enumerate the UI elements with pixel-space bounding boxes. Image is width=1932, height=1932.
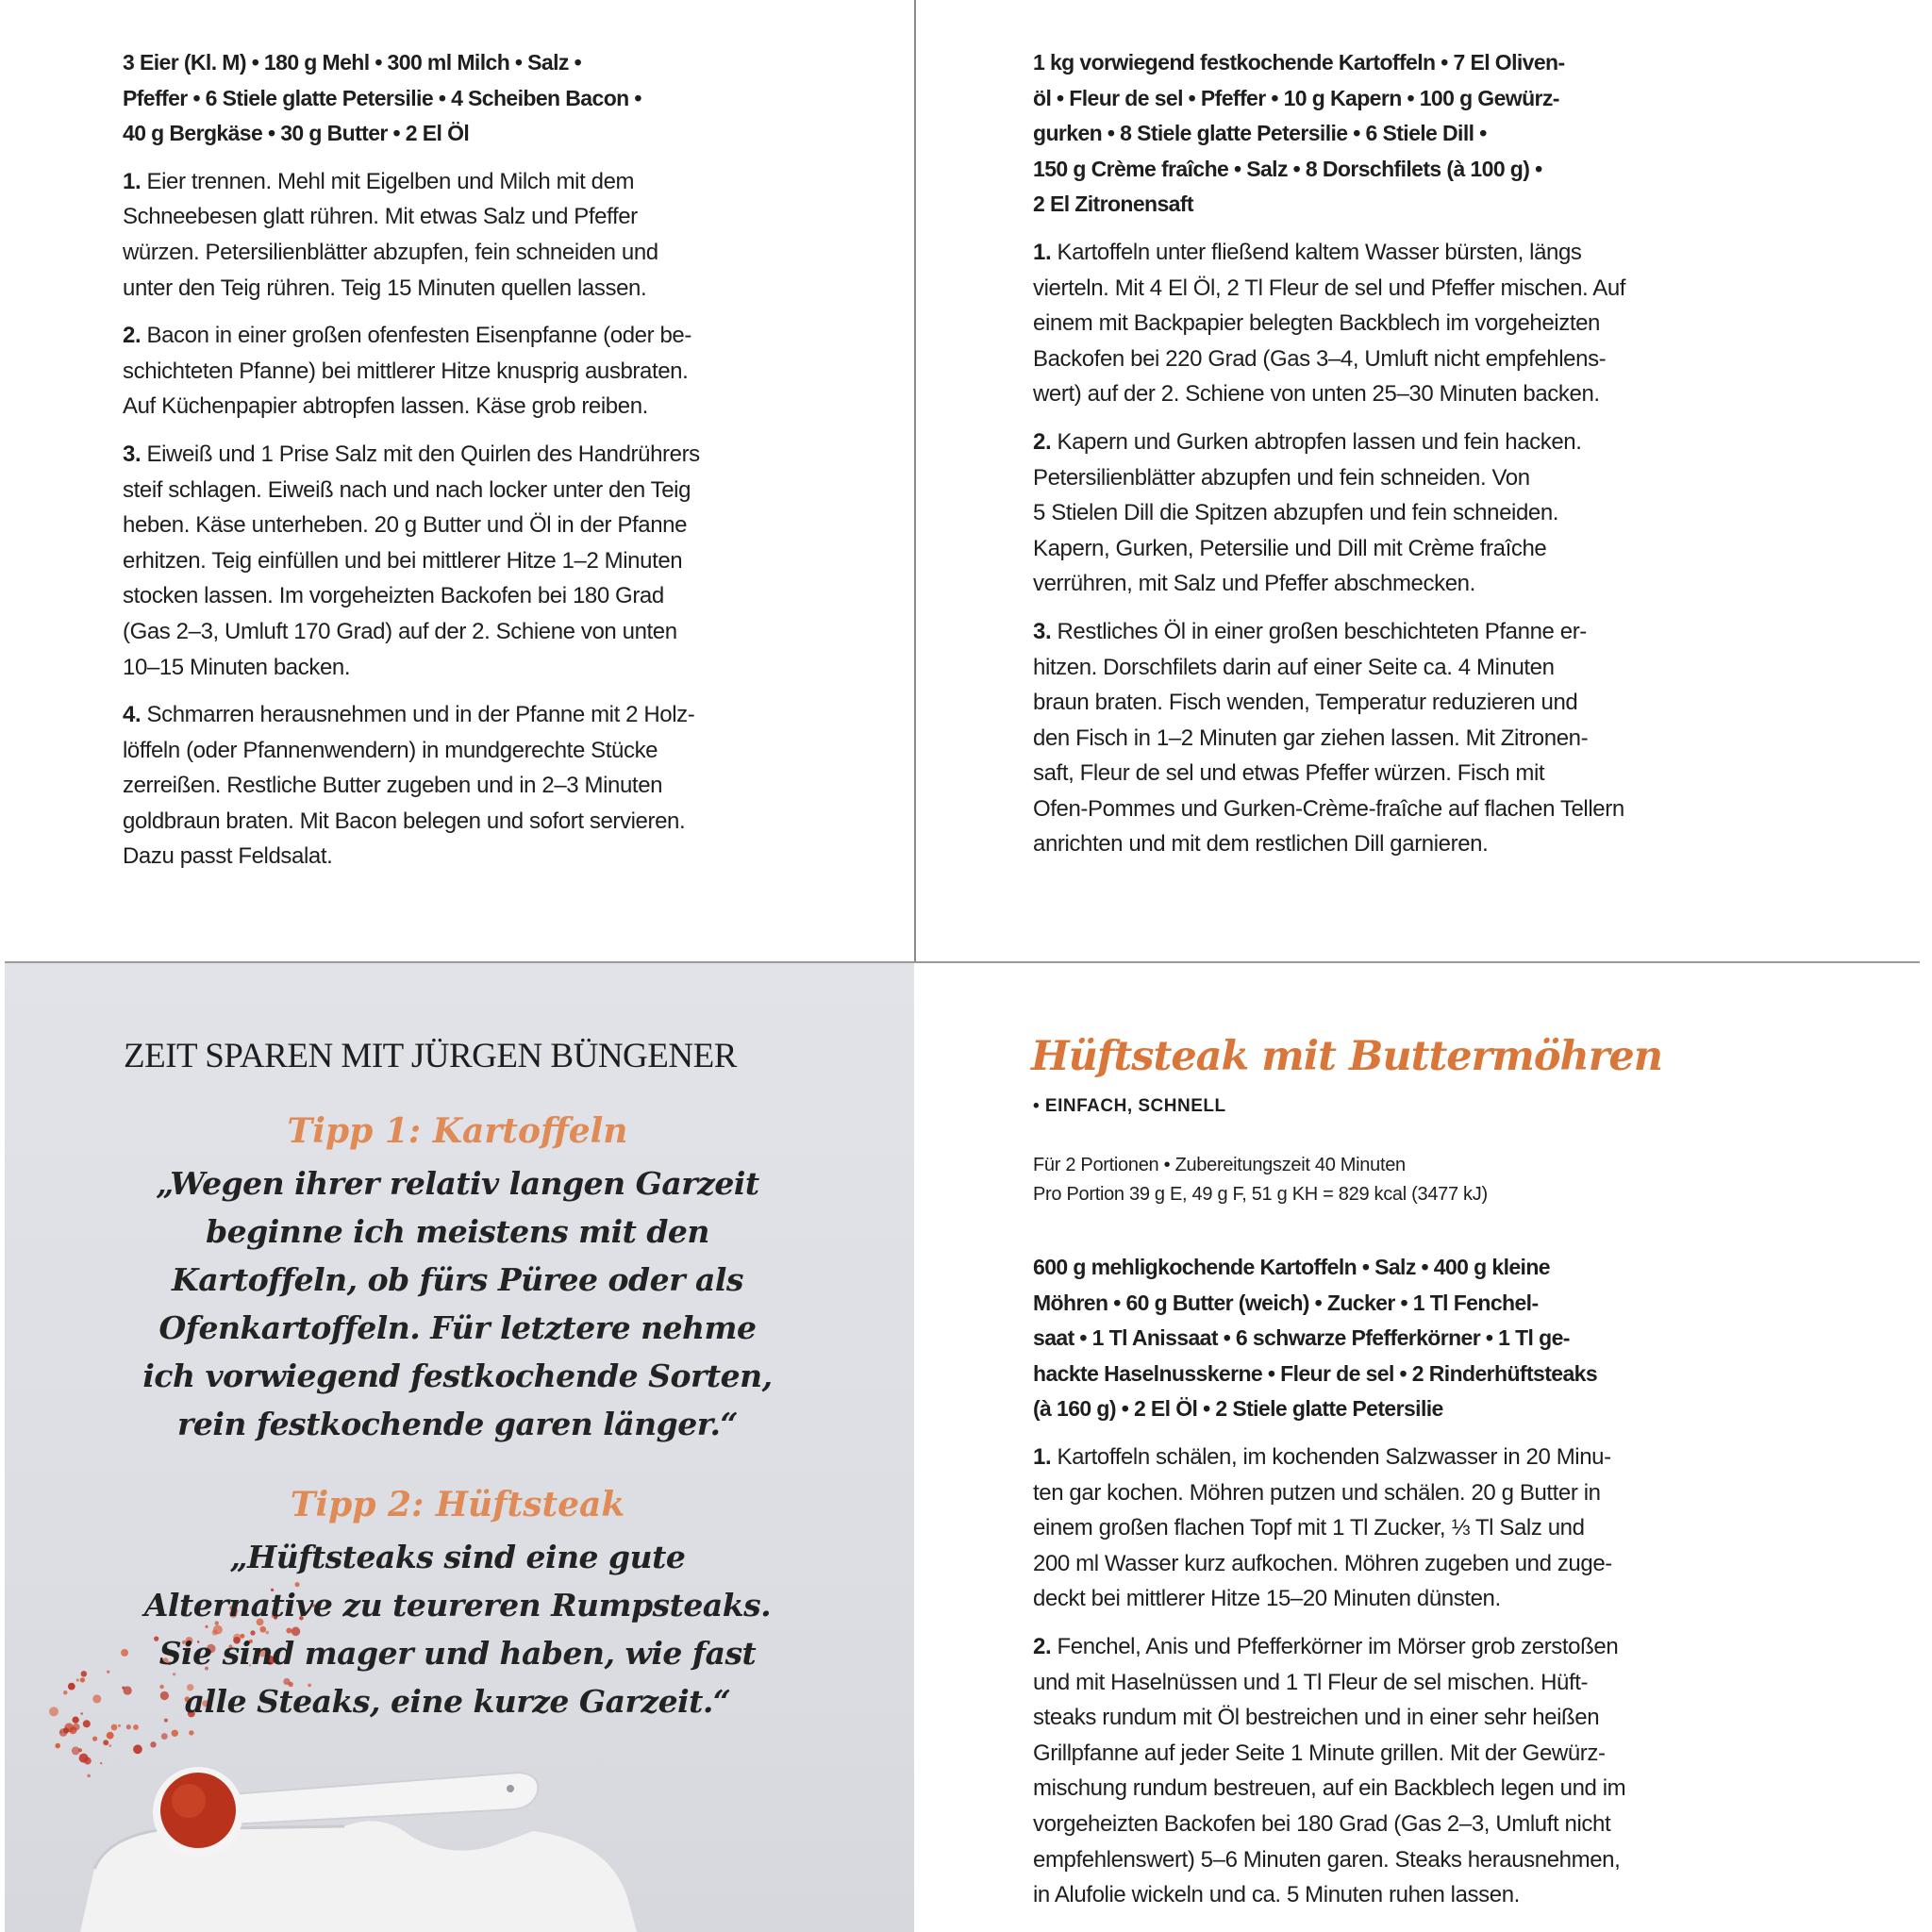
step-text: und mit Haselnüssen und 1 Tl Fleur de sel mischen. Hüft- [1033,1669,1589,1695]
step-line [123,543,896,579]
step-text: erhitzen. Teig einfüllen und bei mittlerer Hitze 1–2 Minuten [123,547,683,574]
step-line [123,508,896,543]
step [123,318,896,425]
ingredients-list [123,45,896,152]
step-text: löffeln (oder Pfannenwendern) in mundgerechte Stücke [123,737,658,763]
tip-quote [0,1533,915,1725]
step-line [1033,1475,1807,1511]
step-text: empfehlenswert) 5–6 Minuten garen. Steaks herausnehmen, [1033,1846,1621,1873]
step-line [123,650,896,686]
step-line [1033,531,1807,567]
column-divider-vertical [914,0,916,962]
step-line [1033,235,1807,271]
step [123,697,896,874]
quote-line: „Hüftsteaks sind eine gute [229,1539,686,1575]
ingredient-line: gurken • 8 Stiele glatte Petersilie • 6 Stiele Dill • [1033,121,1487,146]
step-line [1033,1546,1807,1582]
recipe-hueftsteak [1033,1250,1807,1913]
step [1033,1440,1807,1617]
ingredients-list [1033,1250,1807,1427]
step-line [1033,1581,1807,1617]
step-line [1033,1700,1807,1736]
step [1033,425,1807,602]
paprika-speck [72,1746,80,1755]
step-text: 5 Stielen Dill die Spitzen abzupfen und fein schneiden. [1033,500,1559,526]
ingredient-line: Möhren • 60 g Butter (weich) • Zucker • 1 Tl Fenchel- [1033,1290,1539,1315]
step-text: würzen. Petersilienblätter abzupfen, fein schneiden und [123,239,658,265]
step-line [1033,1807,1807,1842]
paprika-speck [133,1744,142,1754]
step-line [123,271,896,307]
quote-line: „Wegen ihrer relativ langen Garzeit [156,1165,759,1202]
step-text: Eier trennen. Mehl mit Eigelben und Milch mit dem [146,168,635,194]
step [1033,614,1807,862]
step [123,164,896,306]
paprika-speck [87,1774,91,1778]
step-line [123,235,896,271]
step-line [1033,1736,1807,1772]
ingredient-line: saat • 1 Tl Anissaat • 6 schwarze Pfefferkörner • 1 Tl ge- [1033,1325,1570,1351]
step-text: deckt bei mittlerer Hitze 15–20 Minuten dünsten. [1033,1586,1501,1612]
tip-quote [0,1159,915,1448]
step-line [1033,1510,1807,1546]
step-text: anrichten und mit dem restlichen Dill garnieren. [1033,831,1489,858]
step-text: 200 ml Wasser kurz aufkochen. Möhren zugeben und zuge- [1033,1550,1612,1576]
quote-line: Ofenkartoffeln. Für letztere nehme [158,1309,757,1346]
paprika-speck [92,1736,97,1740]
step-text: Dazu passt Feldsalat. [123,843,333,870]
step-text: heben. Käse unterheben. 20 g Butter und Öl in der Pfanne [123,512,688,539]
step-line [1033,1877,1807,1913]
ingredient-line: (à 160 g) • 2 El Öl • 2 Stiele glatte Petersilie [1033,1396,1443,1422]
step-number: 1. [1033,1443,1052,1470]
step-line [1033,566,1807,602]
step-line [123,473,896,508]
quote-line: beginne ich meistens mit den [206,1213,709,1250]
quote-line: Alternative zu teureren Rumpsteaks. [143,1587,772,1624]
paprika-speck [103,1740,108,1745]
step-text: steif schlagen. Eiweiß nach und nach locker unter den Teig [123,476,691,503]
step-line [1033,271,1807,307]
step-line [1033,1629,1807,1665]
step-text: verrühren, mit Salz und Pfeffer abschmecken. [1033,571,1475,597]
step-number: 2. [123,323,142,349]
step-text: vorgeheizten Backofen bei 180 Grad (Gas 2–3, Umluft nicht [1033,1810,1611,1837]
ingredient-line: Pfeffer • 6 Stiele glatte Petersilie • 4 Scheiben Bacon • [123,85,641,110]
paprika-speck [63,1727,69,1733]
quote-line: alle Steaks, eine kurze Garzeit.“ [184,1683,731,1720]
tips-heading: ZEIT SPAREN MIT JÜRGEN BÜNGENER [124,1037,737,1075]
step-text: Schneebesen glatt rühren. Mit etwas Salz und Pfeffer [123,204,638,230]
step-text: Grillpfanne auf jeder Seite 1 Minute grillen. Mit der Gewürz- [1033,1740,1606,1766]
step-number: 4. [123,702,142,728]
quote-line: Kartoffeln, ob fürs Püree oder als [172,1261,743,1298]
step-line [1033,756,1807,791]
paprika-speck [172,1730,178,1737]
step-text: Schmarren herausnehmen und in der Pfanne mit 2 Holz- [146,702,695,728]
step-number: 3. [123,441,142,467]
step-line [123,389,896,425]
step-number: 1. [123,168,142,194]
paprika-speck [55,1743,60,1749]
quote-line: Sie sind mager und haben, wie fast [158,1635,757,1672]
recipe-meta [1033,1151,1488,1209]
step-number: 2. [1033,428,1052,455]
step-line [123,839,896,874]
ingredient-line: hackte Haselnusskerne • Fleur de sel • 2 Rinderhüftsteaks [1033,1360,1598,1386]
step-text: Fenchel, Anis und Pfefferkörner im Mörser grob zerstoßen [1057,1633,1619,1659]
recipe-dorsch [1033,45,1807,862]
ingredient-line: 600 g mehligkochende Kartoffeln • Salz • 400 g kleine [1033,1255,1550,1279]
step-line [1033,306,1807,341]
step-text: ten gar kochen. Möhren putzen und schälen. 20 g Butter in [1033,1479,1601,1506]
tip-title: Tipp 2: Hüftsteak [290,1485,625,1524]
ingredients-list [1033,45,1807,223]
step-text: Bacon in einer großen ofenfesten Eisenpfanne (oder be- [146,323,691,349]
step-line [1033,376,1807,412]
tip-title: Tipp 1: Kartoffeln [287,1111,628,1151]
step-line [1033,1842,1807,1878]
ingredient-line: 1 kg vorwiegend festkochende Kartoffeln • 7 El Oliven- [1033,50,1565,75]
paprika-speck [150,1741,156,1747]
step-line [1033,650,1807,686]
step-line [123,199,896,235]
step-text: Kartoffeln schälen, im kochenden Salzwasser in 20 Minu- [1057,1443,1611,1470]
step-text: Eiweiß und 1 Prise Salz mit den Quirlen des Handrührers [146,441,700,467]
step-line [123,318,896,354]
paprika-speck [189,1730,193,1735]
step-text: Auf Küchenpapier abtropfen lassen. Käse grob reiben. [123,393,648,420]
step-line [123,614,896,650]
step-text: steaks rundum mit Öl bestreichen und in einer sehr heißen [1033,1705,1600,1731]
step-text: saft, Fleur de sel und etwas Pfeffer würzen. Fisch mit [1033,760,1545,787]
step [123,437,896,685]
step-text: Ofen-Pommes und Gurken-Crème-fraîche auf flachen Tellern [1033,795,1624,822]
step-text: zerreißen. Restliche Butter zugeben und in 2–3 Minuten [123,773,663,799]
step-line [123,768,896,804]
step-line [123,578,896,614]
step-text: einem mit Backpapier belegten Backblech im vorgeheizten [1033,310,1601,337]
meta-line: Pro Portion 39 g E, 49 g F, 51 g KH = 829 kcal (3477 kJ) [1033,1184,1488,1205]
paprika-speck [60,1731,62,1733]
step-line [123,697,896,733]
step-text: stocken lassen. Im vorgeheizten Backofen bei 180 Grad [123,583,664,609]
paprika-speck [79,1754,89,1763]
step-number: 2. [1033,1633,1052,1659]
ingredient-line: öl • Fleur de sel • Pfeffer • 10 g Kapern • 100 g Gewürz- [1033,85,1559,110]
paprika-speck [108,1744,111,1747]
step-text: Restliches Öl in einer großen beschichteten Pfanne er- [1057,618,1587,644]
ingredient-line: 2 El Zitronensaft [1033,192,1193,217]
step-line [1033,341,1807,377]
quote-line: ich vorwiegend festkochende Sorten, [142,1357,773,1394]
ingredient-line: 40 g Bergkäse • 30 g Butter • 2 El Öl [123,121,470,146]
step-line [123,164,896,200]
step-text: Backofen bei 220 Grad (Gas 3–4, Umluft nicht empfehlens- [1033,345,1607,372]
step-text: braun braten. Fisch wenden, Temperatur reduzieren und [1033,690,1578,716]
paprika-speck [107,1732,114,1740]
step-line [123,354,896,390]
step-text: goldbraun braten. Mit Bacon belegen und sofort servieren. [123,808,686,834]
recipe-title: Hüftsteak mit Buttermöhren [1031,1033,1663,1080]
step-text: unter den Teig rühren. Teig 15 Minuten quellen lassen. [123,275,647,301]
step-text: hitzen. Dorschfilets darin auf einer Seite ca. 4 Minuten [1033,654,1555,680]
paprika-speck [100,1762,102,1764]
step-line [1033,826,1807,862]
step-text: Kartoffeln unter fließend kaltem Wasser bürsten, längs [1057,239,1582,265]
quote-line: rein festkochende garen länger.“ [176,1406,739,1442]
step-number: 3. [1033,618,1052,644]
step-line [1033,685,1807,721]
step-line [1033,425,1807,460]
step-text: wert) auf der 2. Schiene von unten 25–30 Minuten backen. [1033,381,1600,408]
step [1033,235,1807,412]
step-line [1033,614,1807,650]
step-text: den Fisch in 1–2 Minuten gar ziehen lassen. Mit Zitronen- [1033,724,1589,751]
step-line [1033,1771,1807,1807]
ingredient-line: 150 g Crème fraîche • Salz • 8 Dorschfilets (à 100 g) • [1033,156,1542,181]
step-line [1033,460,1807,496]
step-line [123,733,896,769]
step-text: vierteln. Mit 4 El Öl, 2 Tl Fleur de sel und Pfeffer mischen. Auf [1033,275,1626,301]
step-line [1033,495,1807,531]
meta-line: Für 2 Portionen • Zubereitungszeit 40 Minuten [1033,1155,1406,1175]
step-text: in Alufolie wickeln und ca. 5 Minuten ruhen lassen. [1033,1882,1520,1908]
step-line [1033,721,1807,757]
step-number: 1. [1033,239,1052,265]
step [1033,1629,1807,1913]
step-text: einem großen flachen Topf mit 1 Tl Zucker, ⅓ Tl Salz und [1033,1515,1585,1541]
step-line [1033,1440,1807,1475]
step-text: 10–15 Minuten backen. [123,654,351,680]
step-text: Kapern und Gurken abtropfen lassen und fein hacken. [1057,428,1582,455]
recipe-schmarren [123,45,896,874]
step-line [1033,1665,1807,1701]
step-text: (Gas 2–3, Umluft 170 Grad) auf der 2. Schiene von unten [123,618,677,644]
step-line [1033,791,1807,827]
step-text: Kapern, Gurken, Petersilie und Dill mit Crème fraîche [1033,535,1547,561]
paprika-speck [161,1733,168,1740]
step-line [123,804,896,840]
step-line [123,437,896,473]
step-text: schichteten Pfanne) bei mittlerer Hitze knusprig ausbraten. [123,358,689,384]
step-text: Petersilienblätter abzupfen und fein schneiden. Von [1033,464,1530,491]
recipe-tags: • EINFACH, SCHNELL [1033,1096,1226,1116]
step-text: mischung rundum bestreuen, auf ein Backblech legen und im [1033,1775,1626,1802]
ingredient-line: 3 Eier (Kl. M) • 180 g Mehl • 300 ml Milch • Salz • [123,50,582,75]
